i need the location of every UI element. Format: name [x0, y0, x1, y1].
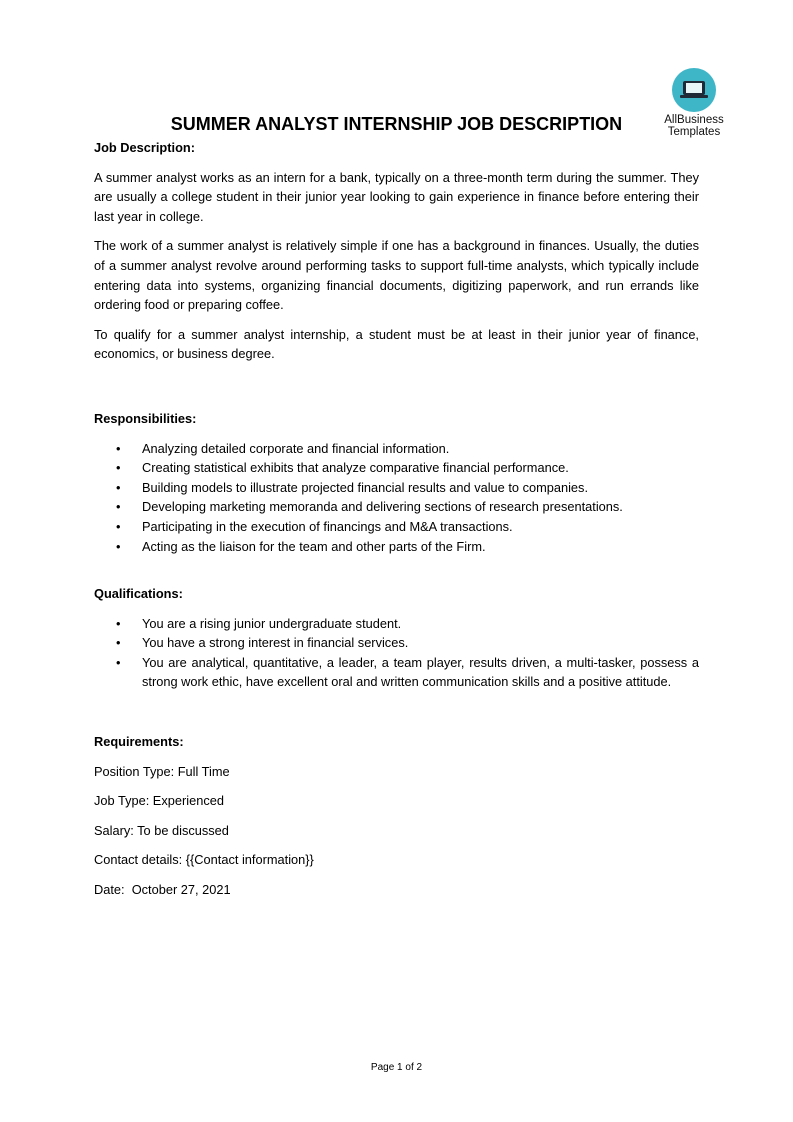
qualifications-heading: Qualifications:: [94, 586, 183, 602]
responsibilities-heading: Responsibilities:: [94, 410, 197, 426]
list-item: • You are a rising junior undergraduate student.: [94, 614, 699, 634]
document-title: SUMMER ANALYST INTERNSHIP JOB DESCRIPTION: [170, 114, 623, 134]
bullet-icon: •: [116, 615, 121, 631]
list-item: • Developing marketing memoranda and delivering sections of research presentations.: [94, 497, 699, 517]
bullet-icon: •: [116, 499, 121, 515]
logo-badge: [672, 68, 716, 112]
qualifications-section: [94, 584, 699, 692]
date: Date: October 27, 2021: [94, 882, 231, 898]
qualifications-list: [94, 614, 699, 692]
list-item: • Creating statistical exhibits that analyze comparative financial performance.: [94, 458, 699, 478]
job-description-paragraph-3: To qualify for a summer analyst internship, a student must be at least in their junior year of finance, economics, or business degree.: [94, 326, 699, 362]
list-item: • Analyzing detailed corporate and financial information.: [94, 439, 699, 459]
bullet-icon: •: [116, 440, 121, 456]
laptop-icon: [683, 81, 705, 95]
position-type: Position Type: Full Time: [94, 763, 230, 779]
job-description-paragraph-1: A summer analyst works as an intern for a bank, typically on a three-month term during the summer. They are usually a college student in their junior year looking to gain experience in finance before entering their last year in college.: [94, 169, 699, 224]
list-item: • Participating in the execution of financings and M&A transactions.: [94, 517, 699, 537]
responsibilities-section: [94, 409, 699, 556]
requirements-heading: Requirements:: [94, 734, 184, 750]
bullet-icon: •: [116, 654, 121, 670]
list-item: • Acting as the liaison for the team and other parts of the Firm.: [94, 537, 699, 557]
list-item: • You have a strong interest in financial services.: [94, 633, 699, 653]
bullet-icon: •: [116, 518, 121, 534]
contact-details: Contact details: {{Contact information}}: [94, 852, 314, 868]
salary: Salary: To be discussed: [94, 822, 229, 838]
bullet-icon: •: [116, 635, 121, 651]
list-item: • Building models to illustrate projected financial results and value to companies.: [94, 478, 699, 498]
bullet-icon: •: [116, 538, 121, 554]
document-body: [94, 138, 699, 900]
job-description-paragraph-2: The work of a summer analyst is relatively simple if one has a background in finances. Usually, the duties of a summer analyst revolve around performing tasks to support full-time analysts, which typically include entering data into systems, organizing financial documents, digitizing paperwork, and run errands like ordering food or preparing coffee.: [94, 238, 699, 313]
job-description-section: [94, 138, 699, 364]
list-item: • You are analytical, quantitative, a leader, a team player, results driven, a multi-tasker, possess a strong work ethic, have excellent oral and written communication skills and a positive attitude.: [116, 654, 699, 690]
job-type: Job Type: Experienced: [94, 793, 224, 809]
bullet-icon: •: [116, 479, 121, 495]
job-description-heading: Job Description:: [94, 140, 195, 155]
page-number: Page 1 of 2: [370, 1062, 423, 1073]
logo-line-2: Templates: [667, 126, 721, 138]
logo-line-1: AllBusiness: [664, 114, 724, 126]
requirements-section: [94, 732, 699, 900]
responsibilities-list: [94, 439, 699, 557]
bullet-icon: •: [116, 460, 121, 476]
